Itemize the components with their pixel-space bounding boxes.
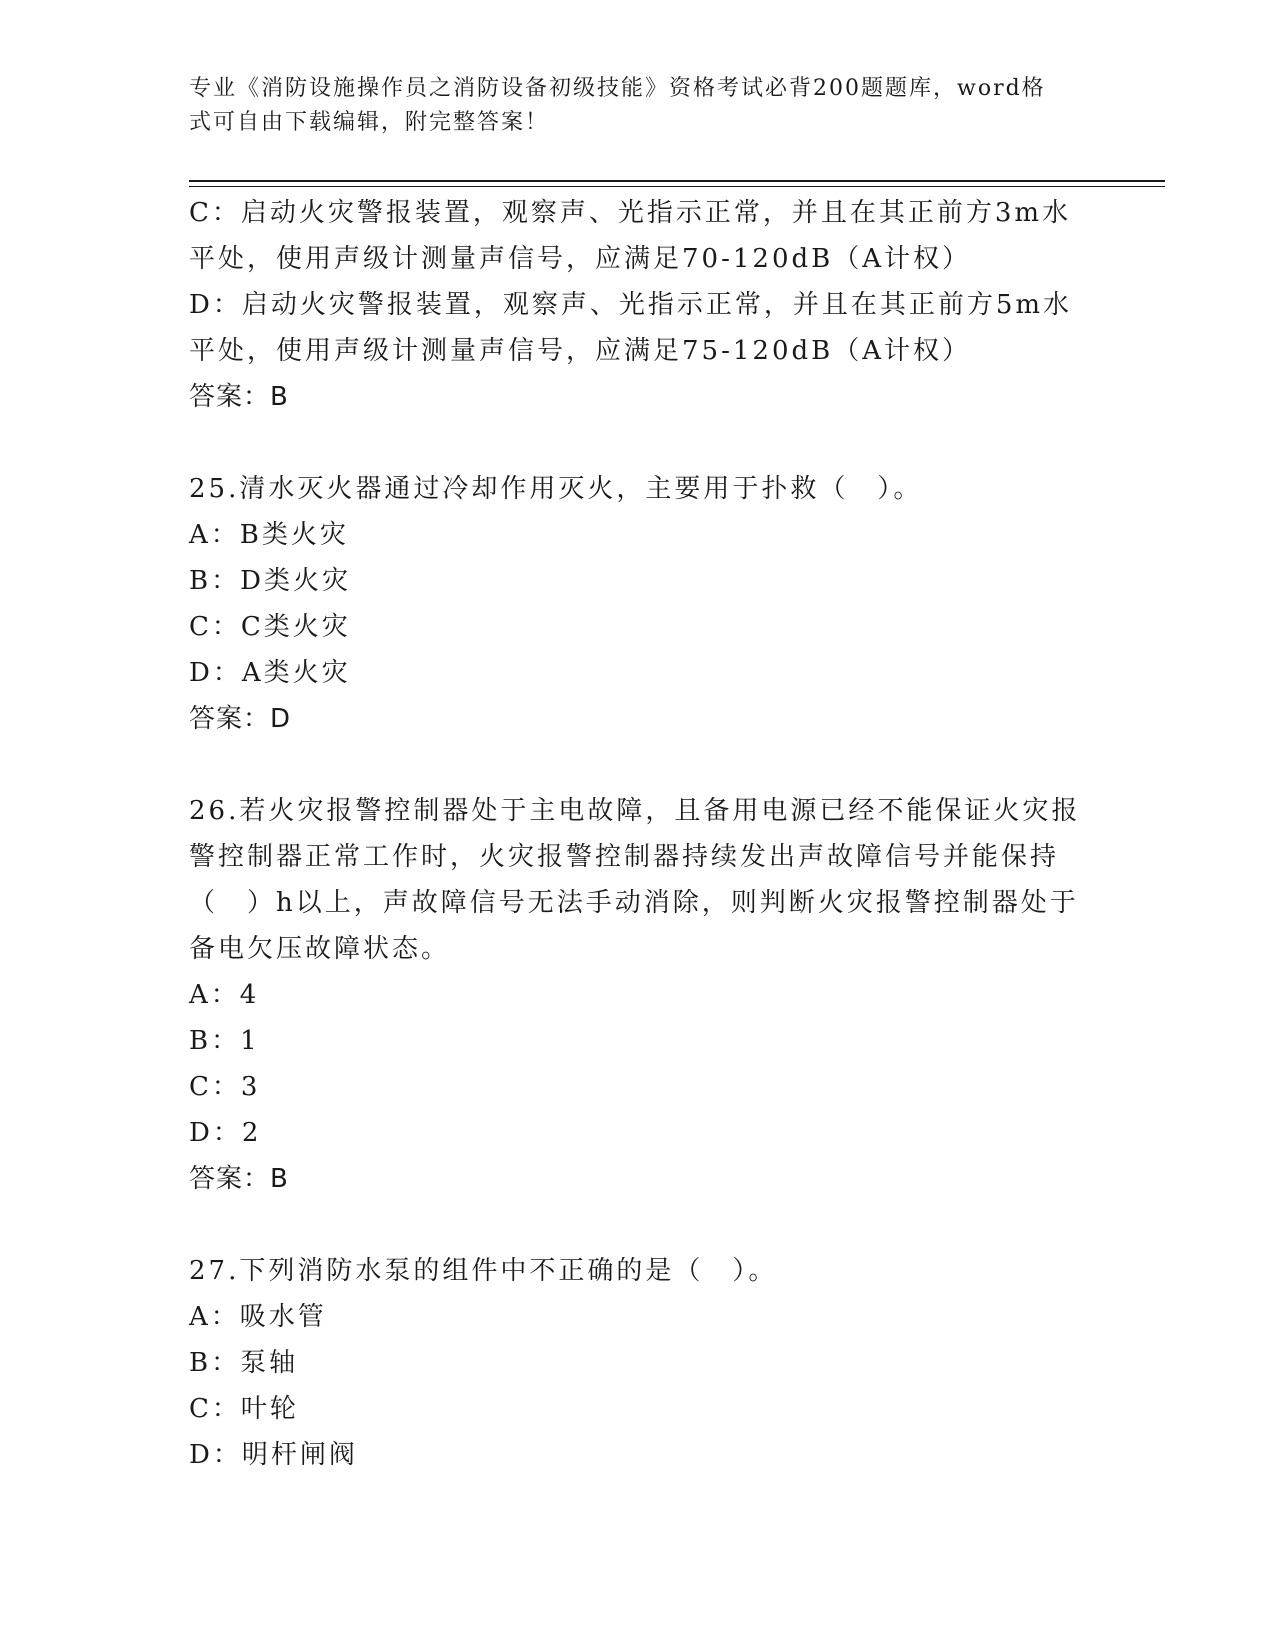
question-26 [189, 788, 1079, 1202]
option-c-line-2: 平处，使用声级计测量声信号，应满足70-120dB（A计权） [189, 244, 972, 274]
option-c: C：3 [189, 1072, 261, 1102]
question-27 [189, 1248, 1079, 1478]
question-stem-line-3: （ ）h以上，声故障信号无法手动消除，则判断火灾报警控制器处于 [189, 888, 1079, 918]
option-d: D：A类火灾 [189, 658, 351, 688]
question-stem-line-1: 26.若火灾报警控制器处于主电故障，且备用电源已经不能保证火灾报 [189, 796, 1081, 826]
question-25 [189, 466, 1079, 742]
previous-question-tail [189, 190, 1079, 420]
option-d-line-1: D：启动火灾警报装置，观察声、光指示正常，并且在其正前方5m水 [189, 290, 1073, 320]
option-a: A：B类火灾 [189, 520, 349, 550]
option-c: C：叶轮 [189, 1394, 299, 1424]
question-stem: 25.清水灭火器通过冷却作用灭火，主要用于扑救（ ）。 [189, 474, 923, 504]
option-d-line-2: 平处，使用声级计测量声信号，应满足75-120dB（A计权） [189, 336, 972, 366]
header-line-2: 式可自由下载编辑，附完整答案！ [189, 110, 550, 135]
document-header [189, 72, 1069, 140]
answer-line: 答案：B [189, 382, 289, 412]
question-stem: 27.下列消防水泵的组件中不正确的是（ ）。 [189, 1256, 778, 1286]
question-stem-line-2: 警控制器正常工作时，火灾报警控制器持续发出声故障信号并能保持 [189, 842, 1060, 872]
option-a: A：4 [189, 980, 260, 1010]
document-body [189, 190, 1079, 1478]
option-b: B：1 [189, 1026, 260, 1056]
answer-line: 答案：B [189, 1164, 289, 1194]
option-c: C：C类火灾 [189, 612, 351, 642]
option-b: B：D类火灾 [189, 566, 351, 596]
answer-line: 答案：D [189, 704, 292, 734]
option-c-line-1: C：启动火灾警报装置，观察声、光指示正常，并且在其正前方3m水 [189, 198, 1072, 228]
header-line-1: 专业《消防设施操作员之消防设备初级技能》资格考试必背200题题库，word格 [189, 76, 1046, 101]
option-b: B：泵轴 [189, 1348, 299, 1378]
option-a: A：吸水管 [189, 1302, 327, 1332]
option-d: D：2 [189, 1118, 262, 1148]
spacer [189, 742, 1079, 788]
question-stem-line-4: 备电欠压故障状态。 [189, 934, 451, 964]
option-d: D：明杆闸阀 [189, 1440, 358, 1470]
spacer [189, 1202, 1079, 1248]
header-divider [189, 180, 1165, 187]
spacer [189, 420, 1079, 466]
